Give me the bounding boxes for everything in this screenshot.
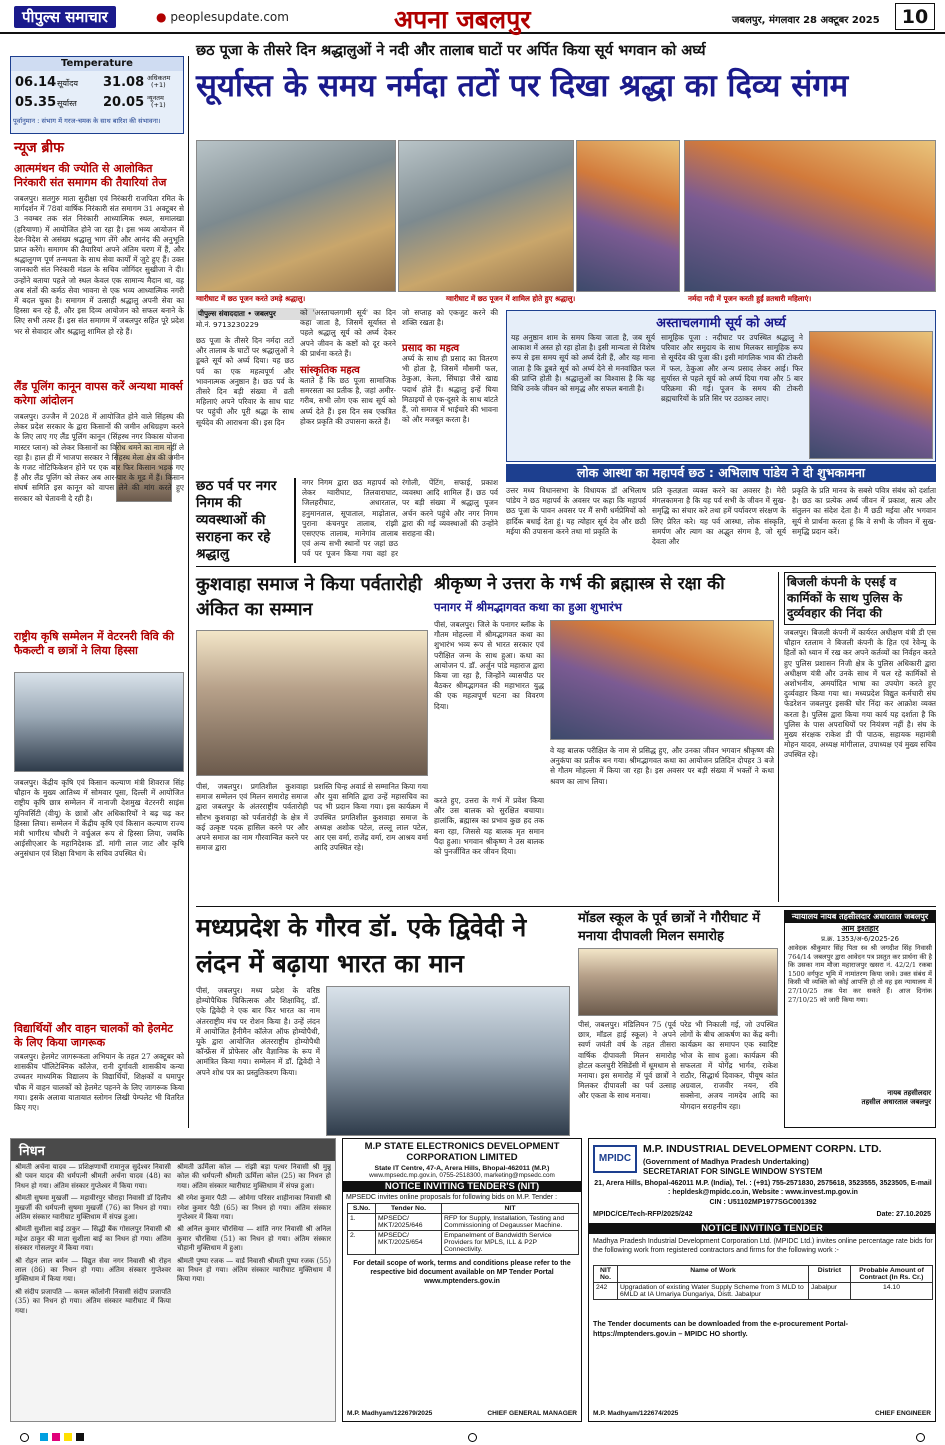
model-school-text-1: पीसं, जबलपुर। मंडिलियन 75 (पूर्व छात्र, मॉडल हाई स्कूल) ने अपने स्वर्ण जयंती वर्ष के तहत तीसरा वार्षिक दीपावली मिलन समारोह होटल कलचुरी रेसिडेंसी में धूमधाम से मनाया। इस समारोह में पूर्व छात्रों ने मिलकर दीपावली का पर्व उत्साह और एकता के साथ मनाया। [578, 1020, 676, 1101]
dwivedi-text-1: पीसं, जबलपुर। मध्य प्रदेश के वरिष्ठ होम्योपैथिक चिकित्सक और शिक्षाविद्, डॉ. एके द्विवेदी ने एक बार फिर भारत का नाम अंतरराष्ट्रीय मंच पर रोशन किया है। उन्हें लंदन में आयोजित हैनीमैन कॉलेज ऑफ होम्योपैथी, यूके द्वारा आयोजित अंतरराष्ट्रीय होम्योपैथी कॉन्फ्रेंस में प्रोफेसर और वैज्ञानिक के रूप में आमंत्रित किया गया। सम्मेलन में डॉ. द्विवेदी ने अपने शोध पत्र का प्रस्तुतिकरण किया। [196, 986, 320, 1077]
top-story-body-2: को 'अस्ताचलगामी सूर्य' का दिन कहा जाता है, जिसमें सूर्यास्त से पहले श्रद्धालु सूर्य को अर्घ्य देकर अपने जीवन के कष्टों को दूर करने की प्रार्थना करते हैं। [300, 308, 396, 358]
max-temp: 31.08 [103, 75, 145, 90]
court-notice-text: आवेदक श्रीकुमार सिंह पिता स्व श्री जगदीश सिंह निवासी 764/14 जबलपुर द्वारा आवेदन पत्र प्रस्तुत कर प्रार्थना की है कि उसका नाम मौजा महाराजपुर खसरा नं. 42/2/1 रकबा 1500 वर्गफुट भूमि में नामांतरण किया जावे। उक्त संबंध में किसी भी व्यक्ति को कोई आपत्ति हो तो वह इस न्यायालय में 27/10/25 तक पेश कर सकते हैं। आज दिनांक 27/10/25 को जारी किया गया। [788, 944, 932, 1004]
mpidc-name: M.P. INDUSTRIAL DEVELOPMENT CORPN. LTD. [643, 1143, 882, 1155]
mpidc-subname: (Government of Madhya Pradesh Undertaking) [643, 1157, 809, 1166]
cell-sno: 1. [348, 1214, 376, 1231]
color-swatch-magenta [52, 1433, 60, 1441]
mpidc-footer: The Tender documents can be downloaded from the e-procurement Portal- https://mptenders.gov.in – MPIDC HO shortly. [593, 1319, 849, 1338]
mpsedc-contact: www.mpsedc.mp.gov.in, 0755-2518300, marketing@mpsedc.com [369, 1172, 555, 1179]
top-story-kicker: छठ पूजा के तीसरे दिन श्रद्धालुओं ने नदी और तालाब घाटों पर अर्पित किया सूर्य भगवान को अर्घ्य [196, 43, 706, 59]
story-divider-2 [196, 906, 936, 907]
globe-icon: ● [156, 10, 167, 24]
bijli-text: जबलपुर। बिजली कंपनी में कार्यरत अधीक्षण यंत्री डी एस चौहान रतलाम ने बिजली कंपनी के हित एवं रेवेन्यू के हितों को ध्यान में रख कर अपने कर्तव्यों का निर्वहन करते हुए पुलिस प्रशासन निजी क्षेत्र के पुलिस अधिकारी द्वारा अधीक्षण यंत्री और उनके साथ में चल रहे कार्मिकों से अशोभनीय, अमर्यादित भाषा का उपयोग करते हुए दुर्व्यवहार किया गया था। मध्यप्रदेश विद्युत कर्मचारी संघ फेडरेशन जबलपुर इसकी घोर निंदा कर आक्रोश व्यक्त करता है। पुलिस द्वारा किया गया कार्य यह दर्शाता है कि पुलिस के पास अपराधियों पर नियंत्रण नहीं है। संघ के मुख्य संरक्षक राकेश डी पी पाठक, सहायक महामंत्री मोहन यादव, अध्यक्ष मांगीलाल, उपाध्यक्ष एवं मुख्य सचिव उपस्थित रहे। [784, 628, 936, 760]
dwivedi-photo [326, 986, 570, 1136]
cell-work: Upgradation of existing Water Supply Scheme from 3 MLD to 6MLD at IA Umariya Dungariya, Distt. Jabalpur [618, 1283, 809, 1300]
court-notice [784, 910, 936, 1128]
paper-name: पीपुल्स समाचार [22, 8, 108, 26]
temperature-box [10, 56, 184, 134]
mpidc-ad [588, 1138, 936, 1422]
min-temp: 20.05 [103, 95, 145, 110]
mpsedc-footer: For detail scope of work, terms and conditions please refer to the respective bid document available on MP Tender Portal www.mptenders.gov.in [353, 1260, 571, 1285]
cell-tender: MPSEDC/ MKT/2025/654 [376, 1231, 442, 1255]
top-story-caption-1: ग्वारीघाट में छठ पूजन करते उमड़े श्रद्धालु। [196, 294, 306, 303]
page-number: 10 [895, 3, 935, 30]
top-story-body-6: नगर निगम द्वारा छठ महापर्व को लेकर ग्वारीघाट, तिलवाराघाट, जिलहरीघाट, अधारताल, हनुमानताल, सूपाताल, माढ़ोताल, पुराना कंचनपुर तालाब, रांझी एसएएफ तालाब, मानेगांव तालाब एवं अन्य सभी स्थानों पर जहां छठ पर्व पर पूजन किया गया वहां हर [302, 478, 398, 559]
top-story-headline: सूर्यास्त के समय नर्मदा तटों पर दिखा श्रद्धा का दिव्य संगम [196, 68, 849, 104]
sunset-time: 05.35 [15, 95, 57, 110]
shrikrishna-headline: श्रीकृष्ण ने उत्तरा के गर्भ की ब्रह्मास्त्र से रक्षा की [434, 574, 725, 594]
lok-aastha-text-2: प्रति कृतज्ञता व्यक्त करने का अवसर है। मेरी मंगलकामना है कि यह पर्व सभी के जीवन में सुख-समृद्धि का संचार करे तथा हमें पर्यावरण संरक्षण के लिए प्रेरित करे। यह पर्व आस्था, लोक संस्कृति, समर्पण और त्याग का अद्भुत संगम है, जो सूर्य देवता और [652, 486, 786, 547]
min-label: न्यूनतम [147, 94, 164, 102]
max-label: अधिकतम [147, 74, 171, 82]
kushwaha-text-2: प्रशस्ति चिन्ह अवार्ड से सम्मानित किया गया और युवा समिति द्वारा उन्हें महासचिव का पद भी प्रदान किया गया। इस कार्यक्रम में उपस्थित प्रगतिशील कुशवाहा समाज के अध्यक्ष अशोक पटेल, लल्लू लाल पटेल, आर एस वर्मा, राजेंद्र वर्मा, राम आश्रय वर्मा आदि उपस्थित रहे। [314, 782, 428, 853]
kushwaha-headline: कुशवाहा समाज ने किया पर्वतारोही अंकित का सम्मान [196, 574, 422, 620]
th-sno: S.No. [348, 1204, 376, 1214]
section-title: अपना जबलपुर [394, 5, 531, 34]
column-divider-right [778, 572, 779, 902]
masthead [0, 0, 945, 34]
brief-2-text: जबलपुर। उज्जैन में 2028 में आयोजित होने वाले सिंहस्थ की लेकर प्रदेश सरकार के द्वारा किसानों की जमीन अधिग्रहण करने के लिए लाए गए लैंड पूलिंग कानून (सिंहस्थ नगर विकास योजना मास्टर प्लान) को लेकर किसानों का विरोध थमने का नाम नहीं ले रहा है। हाल ही में भाजपा सरकार ने सिंहस्थ मेला क्षेत्र की जमीन के गजट नोटिफिकेशन होने पर एक बार फिर किसान भड़क गए हैं और लैंड पूलिंग को लेकर अब आर-पार के मूड में हैं। किसान संघर्ष समिति इस कानून को वापस लेने की मांग करते हुए सरकार को चेतावनी दे रही है। [14, 412, 184, 503]
mpidc-ref: MPIDC/CE/Tech-RFP/2025/242 [593, 1211, 693, 1218]
sunset-label: सूर्यास्त [57, 99, 77, 108]
brief-3-title: राष्ट्रीय कृषि सम्मेलन में वेटरनरी विवि की फैकल्टी व छात्रों ने लिया हिस्सा [14, 630, 174, 657]
mpidc-footer-ref: M.P. Madhyam/122674/2025 [593, 1410, 679, 1417]
astachal-text-2: सामूहिक पूजा : नदीघाट पर उपस्थित श्रद्धालु ने परिवार और समुदाय के साथ मिलकर सामूहिक रूप से सूर्यदेव की पूजा की। इसी मांगलिक भाव की टोकरी में फल, ठेकुआ और अन्य प्रसाद लेकर आई। फिर सूर्यास्त से पहले सूर्य को अर्घ्य दिया गया और 5 बार परिक्रमा की गई। पूजन के समय की टोकरी ब्रह्मचारियों के प्रति सिर पर उठाकर लाए। [661, 333, 803, 404]
th-work: Name of Work [618, 1266, 809, 1283]
sunrise-time: 06.14 [15, 75, 57, 90]
registration-mark [468, 1433, 477, 1442]
kath-photo [550, 620, 774, 740]
astachal-text-1: यह अनुष्ठान शाम के समय किया जाता है, जब सूर्य आकाश में अस्त हो रहा होता है। इसी मान्यता से विशेष रूप से इस समय सूर्य को अर्घ्य देती हैं, और यह माना जाता है कि डूबते सूर्य को अर्घ्य देने से मनवांछित फल की प्राप्ति होती है। श्रद्धालुओं का विश्वास है कि यह विधि उनके जीवन को समृद्ध और सफल बनाती है। [511, 333, 655, 394]
mpidc-logo: MPIDC [593, 1145, 637, 1173]
weather-forecast: पूर्वानुमान : संभाग में गरज-चमक के साथ बारिश की संभावना। [13, 117, 161, 125]
mpidc-footer-sig: CHIEF ENGINEER [874, 1410, 931, 1417]
shrikrishna-subhead: पनागर में श्रीमद्भागवत कथा का हुआ शुभारंभ [434, 600, 622, 614]
top-story-photo-3 [576, 140, 680, 292]
kushwaha-text-1: पीसं, जबलपुर। प्रगतिशील कुशवाहा समाज सम्मेलन एवं मिलन समारोह समाज द्वारा जबलपुर के अंतरराष्ट्रीय पर्वतारोही सौरभ कुशवाहा को पर्वतारोही के क्षेत्र में कई उत्कृष्ट पदक हासिल करने पर और अपने समाज का नाम गौरवान्वित करने पर समाज द्वारा [196, 782, 308, 853]
top-story-body-1: छठ पूजा के तीसरे दिन नर्मदा तटों और तालाब के घाटों पर श्रद्धालुओं ने डूबते सूर्य को अर्घ्य दिया। यह छठ पर्व का एक महत्वपूर्ण और भावनात्मक अनुष्ठान है। छठ पर्व के तीसरे दिन बड़ी संख्या में व्रती महिलाएं अपने परिवार के साथ घाट पर पहुंची और पूरी श्रद्धा के साथ सूर्यदेव की आराधना की। इस दिन [196, 336, 294, 427]
mpsedc-footer-sig: CHIEF GENERAL MANAGER [487, 1410, 577, 1417]
brief-3-text: जबलपुर। केंद्रीय कृषि एवं किसान कल्याण मंत्री शिवराज सिंह चौहान के मुख्य आतिथ्य में सोमवार पूसा, दिल्ली में आयोजित राष्ट्रीय कृषि छात्र सम्मेलन में नानाजी देशमुख वेटरनरी साइंस यूनिवर्सिटी (वीयू) के छात्रों और अधिकारियों ने बढ़ चढ़ कर हिस्सा लिया। सम्मेलन में केंद्रीय कृषि एवं किसान कल्याण राज्य मंत्री भागीरथ चौधरी ने वर्चुअल रूप से हिस्सा लिया, जबकि आईसीएआर के महानिदेशक डॉ. मांगी लाल जाट और कृषि अनुसंधान एवं शिक्षा विभाग के सचिव उपस्थित थे। [14, 778, 184, 859]
mpsedc-ad [342, 1138, 582, 1422]
temperature-title: Temperature [11, 57, 183, 71]
shrikrishna-text-1: पीसं, जबलपुर। जिले के पनागर ब्लॉक के गौतम मोहल्ला में श्रीमद्भागवत कथा का शुभारंभ भव्य रूप से भारत सरकार एवं परीक्षित जन्म के साथ हुआ। कथा का आयोजन पं. डॉ. अर्जुन पांडे महाराज द्वारा किया जा रहा है, जिन्होंने व्यासपीठ पर बैठकर श्रीमद्भागवत की महाभारत युद्ध की एक महत्वपूर्ण घटना का विवरण दिया। [434, 620, 544, 711]
nidhan-entry: श्री रोहन लाल बर्मन — विद्युत सेवा नगर निवासी श्री रोहन लाल (86) का निधन हो गया। अंतिम संस्कार गुप्तेश्वर मुक्तिधाम में किया गया। [15, 1256, 171, 1284]
nidhan-entry: श्री अनिल कुमार चौरसिया — शांति नगर निवासी श्री अनिल कुमार चौरसिया (51) का निधन हो गया। अंतिम संस्कार चौहानी मुक्तिधाम में हुआ। [177, 1225, 331, 1253]
mpidc-table [593, 1265, 933, 1300]
nidhan-title: निधन [11, 1139, 335, 1161]
color-swatch-yellow [64, 1433, 72, 1441]
lok-aastha-text-1: उत्तर मध्य विधानसभा के विधायक डॉ अभिलाष पांडेय ने छठ महापर्व के अवसर पर कहा कि महापर्व छठ पूजा के पावन अवसर पर मैं सभी धर्मप्रेमियों को हार्दिक बधाई देता हूं। यह त्योहार सूर्य देव और छठी मईया की उपासना करने तथा मां प्रकृति के [506, 486, 646, 536]
top-story-body-4: जो सप्ताह को एकजुट करने की शक्ति रखता है। [402, 308, 498, 328]
cell-nit: RFP for Supply, Installation, Testing and Commissioning of Degausser Machine. [442, 1214, 579, 1231]
color-swatch-black [76, 1433, 84, 1441]
registration-mark [20, 1433, 29, 1442]
th-district: District [809, 1266, 851, 1283]
mpsedc-address: State IT Centre, 47-A, Arera Hills, Bhopal-462011 (M.P.) [374, 1165, 550, 1172]
mpidc-date: Date: 27.10.2025 [876, 1211, 931, 1218]
nidhan-entry: श्री संदीप प्रजापति — कमल कॉलोनी निवासी संदीप प्रजापति (35) का निधन हो गया। अंतिम संस्कार ग्वारीघाट में किया गया। [15, 1287, 171, 1315]
left-column-divider [188, 56, 189, 1128]
brief-1-title: आत्ममंथन की ज्योति से आलोकित निरंकारी संत समागम की तैयारियां तेज [14, 162, 167, 189]
top-story-caption-2: ग्वारीघाट में छठ पूजन में शामिल होते हुए श्रद्धालु। [446, 294, 576, 303]
cell-nit-no: 242 [594, 1283, 618, 1300]
astachal-box [506, 310, 936, 462]
top-story-photo-2 [398, 140, 574, 292]
cell-nit: Empanelment of Bandwidth Service Providers for MPLS, ILL & P2P Connectivity. [442, 1231, 579, 1255]
story-divider-1 [196, 566, 936, 567]
th-amount: Probable Amount of Contract (In Rs. Cr.) [851, 1266, 933, 1283]
court-notice-case: प्र.क्र. 1353/अ-6/2025-26 [821, 935, 899, 943]
nidhan-box [10, 1138, 336, 1422]
nidhan-entry: श्री रमेश कुमार पैठी — ओमेगा परिसर शाहीनाका निवासी श्री रमेश कुमार पैठी (65) का निधन हो गया। अंतिम संस्कार गुप्तेश्वर में किया गया। [177, 1194, 331, 1222]
mpidc-secretariat: SECRETARIAT FOR SINGLE WINDOW SYSTEM [643, 1167, 823, 1176]
cell-tender: MPSEDC/ MKT/2025/646 [376, 1214, 442, 1231]
top-story-body-5: अर्घ्य के साथ ही प्रसाद का वितरण भी होता है, जिसमें मौसमी फल, ठेकुआ, केला, सिंघाड़ा जैसे खाद्य पदार्थ होते हैं। श्रद्धालु इन्हें घिया मिठाइयों से एक-दूसरे के साथ बांटते हैं, जो समाज में भाईचारे की भावना को और मजबूत करता है। [402, 354, 498, 425]
mpidc-cin: CIN : U51102MP1977SGC001392 [709, 1199, 817, 1206]
mpsedc-footer-ref: M.P. Madhyam/122679/2025 [347, 1410, 433, 1417]
color-swatch-cyan [40, 1433, 48, 1441]
nidhan-entry: श्रीमती सुषमा मुखर्जी — महावीरपुर चौराहा निवासी डॉ दिलीप मुखर्जी की धर्मपत्नी सुषमा मुखर्जी (76) का निधन हो गया। अंतिम संस्कार ग्वारीघाट मुक्तिधाम में संपन्न हुआ। [15, 1194, 171, 1222]
website[interactable]: ● peoplesupdate.com [156, 10, 289, 24]
top-story-body-7: रंगोली, पेंटिंग, सफाई, प्रकाश व्यवस्था आदि शामिल हैं। छठ पर्व पर बड़ी संख्या में श्रद्धालु पूजन अर्चन करने पहुंचे और नगर निगम द्वारा की गई व्यवस्थाओं की उन्होंने सराहना की। [402, 478, 498, 539]
shrikrishna-text-2: करते हुए, उत्तरा के गर्भ में प्रवेश किया और उस बालक को सुरक्षित बचाया। हालांकि, ब्रह्मास्त्र का प्रभाव कुछ हद तक बना रहा, जिससे यह बालक मृत समान पैदा हुआ। भगवान श्रीकृष्ण ने उस बालक को पुनर्जीवित कर जीवन दिया। [434, 796, 544, 857]
nidhan-entry: श्रीमती ऊर्मिला कोल — रांझी बड़ा पत्थर निवासी श्री मुन्नू कोल की धर्मपत्नी श्रीमती ऊर्मिला कोल (25) का निधन हो गया। अंतिम संस्कार ग्वारीघाट मुक्तिधाम में संपन्न हुआ। [177, 1163, 331, 1190]
registration-bar [0, 1430, 945, 1445]
model-school-text-2: परेड भी निकाली गई, जो उपस्थित लोगों के बीच आकर्षण का केंद्र बनी। कार्यक्रम का समापन एक स्वादिष्ट भोज के साथ हुआ। कार्यक्रम की सफलता में योगेंद्र भार्गव, राकेश राठौर, सिद्धार्थ दिवाकर, पीयूष कांत अग्रवाल, राजवीर नयन, रवि सक्सेना, अजय नामदेव आदि का योगदान सराहनीय रहा। [680, 1020, 778, 1111]
min-delta: (+1) [151, 101, 166, 109]
issue-date: जबलपुर, मंगलवार 28 अक्टूबर 2025 [732, 15, 880, 26]
th-tender: Tender No. [376, 1204, 442, 1214]
mpsedc-name: M.P STATE ELECTRONICS DEVELOPMENT CORPORATION LIMITED [364, 1141, 560, 1163]
sunrise-label: सूर्योदय [57, 79, 79, 88]
bijli-headline: बिजली कंपनी के एसई व कार्मिकों के साथ पुलिस के दुर्व्यवहार की निंदा की [784, 572, 936, 625]
table-row [594, 1283, 933, 1300]
top-story-photo-1 [196, 140, 396, 292]
nidhan-entry: श्रीमती पुष्पा रजक — वार्ड निवासी श्रीमती पुष्पा रजक (55) का निधन हो गया। अंतिम संस्कार ग्वारीघाट मुक्तिधाम में किया गया। [177, 1256, 331, 1284]
nidhan-col-2 [177, 1163, 331, 1285]
mpidc-intro: Madhya Pradesh Industrial Development Corporation Ltd. (MPIDC Ltd.) invites online percentage rate bids for the following work from registered contractors and firms for the following work :- [593, 1238, 933, 1254]
shrikrishna-text-3: वे यह बालक परीक्षित के नाम से प्रसिद्ध हुए, और उनका जीवन भगवान श्रीकृष्ण की अनुकंपा का प्रतीक बन गया। श्रीमद्भागवत कथा का आयोजन प्रतिदिन दोपहर 3 बजे से गौतम मोहल्ला में किया जा रहा है। इस अवसर पर बड़ी संख्या में भक्तों ने कथा श्रवण का लाभ लिया। [550, 746, 774, 786]
mpidc-address: 21, Arera Hills, Bhopal-462011 M.P. (India), Tel. : (+91) 755-2571830, 2575618, 3523555, 3523505, E-mail : hepldesk@mpidc.co.in, Website : www.invest.mp.gov.in [594, 1180, 932, 1196]
table-row [348, 1231, 579, 1255]
top-story-photo-4 [684, 140, 936, 292]
paper-logo [14, 6, 116, 28]
nidhan-col-1 [15, 1163, 171, 1316]
cell-district: Jabalpur [809, 1283, 851, 1300]
news-brief-label: न्यूज ब्रीफ [14, 140, 64, 156]
max-delta: (+1) [151, 81, 166, 89]
court-notice-office: तहसील अधारताल जबलपुर [861, 1098, 931, 1106]
top-story-body-3: बताते हैं कि छठ पूजा सामाजिक समरसता का प्रतीक है, जहां अमीर-गरीब, सभी लोग एक साथ सूर्य को अर्घ्य देते हैं। इस दिन सब एकत्रित होकर प्रकृति की उपासना करते हैं। [300, 376, 396, 426]
th-nit: NIT [442, 1204, 579, 1214]
kushwaha-photo [196, 630, 428, 776]
mpsedc-table [347, 1203, 579, 1255]
brief-1-text: जबलपुर। सतगुरु माता सुदीक्षा एवं निरंकारी राजपिता रमित के मार्गदर्शन में 78वां वार्षिक निरंकारी संत समागम 31 अक्टूबर से 3 नवम्बर तक संत निरंकारी आध्यात्मिक स्थल, समालखा (हरियाणा) में आयोजित होने जा रहा है। इस भव्य आयोजन में देश-विदेश से असंख्य श्रद्धालु भाग लेंगे और आनंद की अनुभूति प्राप्त करेंगे। समागम की तैयारियां अपने अंतिम चरण में हैं, और श्रद्धालुगण पूर्ण तन्मयता के साथ सेवा कार्यों में जुटे हुए हैं। उक्त जानकारी संत निरंकारी मंडल के सचिव जोगिंदर सुखीजा ने दी। उन्होंने बताया पहले जो स्थल केवल एक सामान्य मैदान था, वह अब संतों की कर्मठ सेवा भावना से एक भव्य आध्यात्मिक नगरी में बदल चुका है। समागम में उत्साही श्रद्धालु अपनी सेवा का हिस्सा बन रहे हैं, और इस दिव्य आयोजन को सफल बनाने के लिए सभी तत्पर हैं। इस संत समागम में जबलपुर सहित पूरे प्रदेश भर से सेवादार और श्रद्धालु शामिल हो रहे हैं। [14, 194, 184, 336]
model-school-headline: मॉडल स्कूल के पूर्व छात्रों ने गौरीघाट में मनाया दीपावली मिलन समारोह [578, 911, 761, 944]
subhead-cultural: सांस्कृतिक महत्व [300, 365, 360, 376]
mpsedc-notice-title: NOTICE INVITING TENDER'S (NIT) [343, 1181, 581, 1192]
cell-sno: 2. [348, 1231, 376, 1255]
table-row [348, 1214, 579, 1231]
subhead-prasad: प्रसाद का महत्व [402, 343, 460, 354]
brief-2-title: लैंड पूलिंग कानून वापस करें अन्यथा मार्क्स करेगा आंदोलन [14, 380, 183, 407]
th-nit-no: NIT No. [594, 1266, 618, 1283]
lok-aastha-text-3: प्रकृति के प्रति मानव के सबसे पवित्र संबंध को दर्शाता है। छठ का प्रत्येक अर्घ्य जीवन में प्रकाश, सत्य और संतुलन का संदेश देता है। मैं छठी मईया और भगवान सूर्य से प्रार्थना करता हूं कि वे सभी के जीवन में सुख-समृद्धि प्रदान करें। [792, 486, 936, 536]
astachal-title: अस्ताचलगामी सूर्य को अर्घ्य [656, 316, 786, 331]
dwivedi-headline: मध्यप्रदेश के गौरव डॉ. एके द्विवेदी ने लंदन में बढ़ाया भारत का मान [196, 913, 527, 978]
mpsedc-intro: MPSEDC invites online proposals for following bids on M.P. Tender : [346, 1194, 558, 1201]
nidhan-entry: श्रीमती अर्चना यादव — प्रशिक्षणार्थी रामानुज सुदेश्वर निवासी श्री पवन यादव की धर्मपत्नी श्रीमती अर्चना यादव (48) का निधन हो गया। अंतिम संस्कार गुप्तेश्वर में किया गया। [15, 1163, 171, 1190]
model-school-photo [578, 948, 778, 1016]
pull-quote: छठ पर्व पर नगर निगम की व्यवस्थाओं की सराहना कर रहे श्रद्धालु [196, 478, 296, 563]
court-notice-signature: नायब तहसीलदार [887, 1089, 931, 1097]
registration-mark [916, 1433, 925, 1442]
top-story-byline: पीपुल्स संवाददाता • जबलपुर [196, 308, 316, 320]
court-notice-title: न्यायालय नायब तहसीलदार अधारताल जबलपुर [785, 911, 935, 923]
brief-4-text: जबलपुर। हेलमेट जागरूकता अभियान के तहत 27 अक्टूबर को शासकीय पॉलिटेक्निक कॉलेज, रानी दुर्गावती शासकीय कन्या उच्चतर माध्यमिक विद्यालय के विद्यार्थियों, शिक्षकों व घमापुर चौक में वाहन चालकों को हेलमेट पहनने के लिए जागरूक किया गया। इसके अलावा यातायात स्लोगन लिखी पेम्पलेट भी वितरित किए गए। [14, 1052, 184, 1113]
top-story-mobile: मो.नं. 9713230229 [196, 320, 259, 329]
court-notice-subtitle: आम इश्तहार [841, 924, 879, 933]
mpidc-notice-title: NOTICE INVITING TENDER [589, 1223, 935, 1234]
nidhan-entry: श्रीमती सुशीला बाई ठाकुर — सिद्धी बैंक गोसलपुर निवासी श्री महेश ठाकुर की माता सुशीला बाई का निधन हो गया। अंतिम संस्कार गोसलपुर में किया गया। [15, 1225, 171, 1253]
woman-worship-photo [809, 331, 933, 459]
cell-amount: 14.10 [851, 1283, 933, 1300]
top-story-caption-3: नर्मदा नदी में पूजन करती हुईं व्रतधारी महिलाएं। [688, 294, 812, 303]
lok-aastha-title: लोक आस्था का महापर्व छठ : अभिलाष पांडेय ने दी शुभकामना [506, 464, 936, 482]
conference-photo [14, 672, 184, 772]
brief-4-title: विद्यार्थियों और वाहन चालकों को हेलमेट के लिए किया जागरूक [14, 1022, 173, 1049]
